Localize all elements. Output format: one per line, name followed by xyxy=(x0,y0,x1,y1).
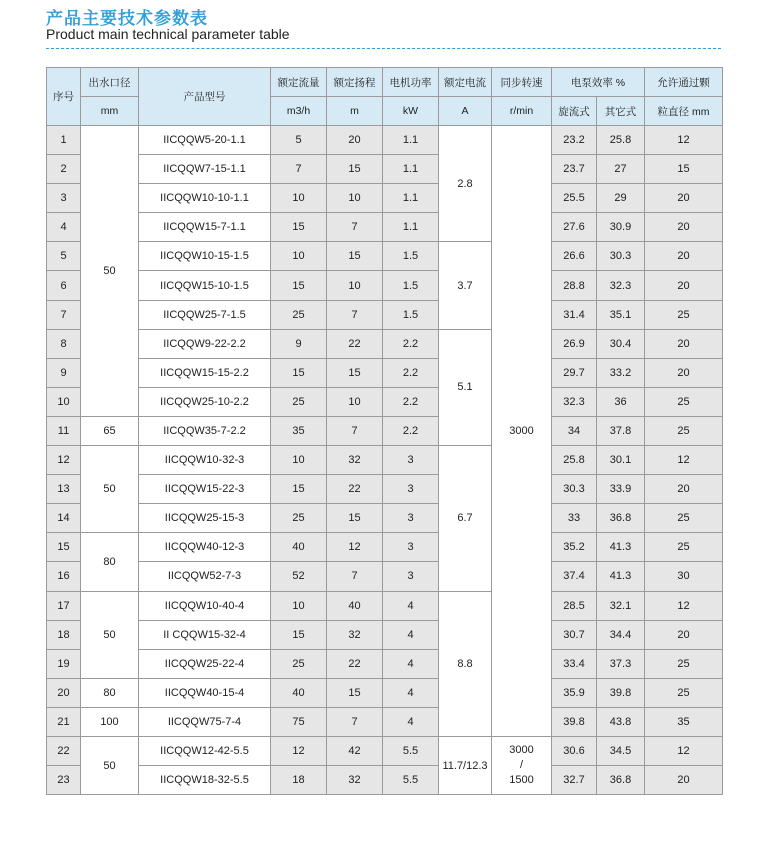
cell-eff-vortex: 29.7 xyxy=(552,358,597,387)
cell-head: 10 xyxy=(327,387,383,416)
cell-head: 40 xyxy=(327,591,383,620)
header-flow: 额定流量 xyxy=(271,68,327,97)
cell-power: 3 xyxy=(383,446,439,475)
cell-head: 15 xyxy=(327,358,383,387)
cell-model: IICQQW25-15-3 xyxy=(139,504,271,533)
cell-particle: 25 xyxy=(645,504,723,533)
cell-no: 1 xyxy=(47,126,81,155)
cell-head: 15 xyxy=(327,504,383,533)
cell-flow: 10 xyxy=(271,591,327,620)
cell-model: IICQQW10-10-1.1 xyxy=(139,184,271,213)
cell-eff-vortex: 30.3 xyxy=(552,475,597,504)
cell-head: 15 xyxy=(327,678,383,707)
header-power-unit: kW xyxy=(383,97,439,126)
table-row xyxy=(47,766,723,795)
header-particle-unit: 粒直径 mm xyxy=(645,97,723,126)
cell-speed xyxy=(492,736,552,794)
cell-eff-vortex: 34 xyxy=(552,416,597,445)
cell-no: 15 xyxy=(47,533,81,562)
cell-power: 4 xyxy=(383,591,439,620)
cell-eff-vortex: 33 xyxy=(552,504,597,533)
cell-model: IICQQW25-22-4 xyxy=(139,649,271,678)
cell-eff-vortex: 32.3 xyxy=(552,387,597,416)
cell-model: IICQQW75-7-4 xyxy=(139,707,271,736)
cell-model: IICQQW52-7-3 xyxy=(139,562,271,591)
cell-outlet: 65 xyxy=(81,416,139,445)
cell-flow: 15 xyxy=(271,358,327,387)
cell-eff-other: 33.9 xyxy=(597,475,645,504)
cell-particle: 25 xyxy=(645,649,723,678)
cell-power: 3 xyxy=(383,533,439,562)
cell-particle: 25 xyxy=(645,387,723,416)
cell-flow: 25 xyxy=(271,504,327,533)
cell-current: 11.7/12.3 xyxy=(439,736,492,794)
cell-model: IICQQW15-10-1.5 xyxy=(139,271,271,300)
cell-head: 32 xyxy=(327,766,383,795)
cell-particle: 25 xyxy=(645,678,723,707)
cell-eff-vortex: 31.4 xyxy=(552,300,597,329)
cell-flow: 15 xyxy=(271,475,327,504)
cell-head: 7 xyxy=(327,707,383,736)
cell-eff-vortex: 35.9 xyxy=(552,678,597,707)
cell-eff-vortex: 25.5 xyxy=(552,184,597,213)
cell-model: IICQQW12-42-5.5 xyxy=(139,736,271,765)
table-row xyxy=(47,707,723,736)
cell-no: 2 xyxy=(47,155,81,184)
cell-particle: 12 xyxy=(645,126,723,155)
cell-power: 4 xyxy=(383,678,439,707)
cell-no: 16 xyxy=(47,562,81,591)
cell-model: IICQQW15-22-3 xyxy=(139,475,271,504)
cell-particle: 25 xyxy=(645,300,723,329)
table-row xyxy=(47,184,723,213)
cell-eff-other: 43.8 xyxy=(597,707,645,736)
cell-eff-other: 37.8 xyxy=(597,416,645,445)
cell-flow: 10 xyxy=(271,242,327,271)
header-particle: 允许通过颗 xyxy=(645,68,723,97)
cell-power: 1.5 xyxy=(383,271,439,300)
cell-outlet: 50 xyxy=(81,736,139,794)
table-row xyxy=(47,736,723,765)
cell-head: 22 xyxy=(327,329,383,358)
cell-model: IICQQW18-32-5.5 xyxy=(139,766,271,795)
speed-line: / xyxy=(519,759,524,772)
cell-eff-other: 30.4 xyxy=(597,329,645,358)
cell-flow: 35 xyxy=(271,416,327,445)
cell-eff-other: 34.4 xyxy=(597,620,645,649)
cell-flow: 40 xyxy=(271,533,327,562)
cell-particle: 20 xyxy=(645,620,723,649)
cell-particle: 12 xyxy=(645,591,723,620)
cell-flow: 25 xyxy=(271,300,327,329)
cell-eff-vortex: 28.5 xyxy=(552,591,597,620)
table-row xyxy=(47,446,723,475)
cell-no: 17 xyxy=(47,591,81,620)
header-outlet-unit: mm xyxy=(81,97,139,126)
cell-head: 7 xyxy=(327,416,383,445)
cell-eff-other: 36.8 xyxy=(597,766,645,795)
cell-power: 3 xyxy=(383,475,439,504)
cell-eff-vortex: 39.8 xyxy=(552,707,597,736)
cell-flow: 52 xyxy=(271,562,327,591)
cell-current: 8.8 xyxy=(439,591,492,736)
cell-eff-other: 41.3 xyxy=(597,562,645,591)
cell-particle: 12 xyxy=(645,446,723,475)
cell-particle: 15 xyxy=(645,155,723,184)
cell-eff-other: 30.9 xyxy=(597,213,645,242)
title-divider xyxy=(46,48,721,49)
header-no: 序号 xyxy=(47,68,81,126)
cell-head: 15 xyxy=(327,155,383,184)
header-speed-unit: r/min xyxy=(492,97,552,126)
cell-eff-vortex: 33.4 xyxy=(552,649,597,678)
cell-eff-vortex: 23.2 xyxy=(552,126,597,155)
cell-no: 21 xyxy=(47,707,81,736)
cell-no: 20 xyxy=(47,678,81,707)
cell-current: 6.7 xyxy=(439,446,492,591)
cell-head: 22 xyxy=(327,649,383,678)
cell-eff-other: 34.5 xyxy=(597,736,645,765)
header-speed: 同步转速 xyxy=(492,68,552,97)
cell-power: 1.5 xyxy=(383,300,439,329)
cell-particle: 35 xyxy=(645,707,723,736)
cell-flow: 12 xyxy=(271,736,327,765)
cell-outlet: 80 xyxy=(81,678,139,707)
title-english: Product main technical parameter table xyxy=(46,26,290,42)
cell-eff-other: 33.2 xyxy=(597,358,645,387)
cell-no: 9 xyxy=(47,358,81,387)
cell-power: 1.1 xyxy=(383,184,439,213)
header-power: 电机功率 xyxy=(383,68,439,97)
cell-model: IICQQW10-40-4 xyxy=(139,591,271,620)
cell-particle: 20 xyxy=(645,271,723,300)
cell-no: 3 xyxy=(47,184,81,213)
cell-eff-other: 29 xyxy=(597,184,645,213)
cell-head: 10 xyxy=(327,184,383,213)
cell-flow: 40 xyxy=(271,678,327,707)
table-row xyxy=(47,213,723,242)
cell-model: IICQQW25-7-1.5 xyxy=(139,300,271,329)
cell-model: II CQQW15-32-4 xyxy=(139,620,271,649)
header-head: 额定扬程 xyxy=(327,68,383,97)
table-row xyxy=(47,533,723,562)
cell-flow: 9 xyxy=(271,329,327,358)
table-row xyxy=(47,475,723,504)
parameter-table xyxy=(46,67,723,795)
cell-outlet: 100 xyxy=(81,707,139,736)
cell-model: IICQQW7-15-1.1 xyxy=(139,155,271,184)
cell-eff-other: 36 xyxy=(597,387,645,416)
cell-flow: 5 xyxy=(271,126,327,155)
cell-power: 1.5 xyxy=(383,242,439,271)
header-current: 额定电流 xyxy=(439,68,492,97)
table-row xyxy=(47,591,723,620)
cell-no: 12 xyxy=(47,446,81,475)
cell-head: 42 xyxy=(327,736,383,765)
cell-head: 15 xyxy=(327,242,383,271)
cell-no: 11 xyxy=(47,416,81,445)
header-efficiency: 电泵效率 % xyxy=(552,68,645,97)
cell-no: 5 xyxy=(47,242,81,271)
cell-power: 2.2 xyxy=(383,416,439,445)
cell-particle: 20 xyxy=(645,329,723,358)
cell-eff-vortex: 28.8 xyxy=(552,271,597,300)
table-header xyxy=(47,68,723,126)
cell-eff-vortex: 32.7 xyxy=(552,766,597,795)
cell-head: 20 xyxy=(327,126,383,155)
title-chinese: 产品主要技术参数表 xyxy=(46,9,208,29)
cell-particle: 30 xyxy=(645,562,723,591)
cell-outlet: 50 xyxy=(81,126,139,417)
cell-head: 7 xyxy=(327,300,383,329)
cell-eff-other: 39.8 xyxy=(597,678,645,707)
cell-eff-vortex: 30.7 xyxy=(552,620,597,649)
cell-outlet: 50 xyxy=(81,446,139,533)
cell-model: IICQQW40-12-3 xyxy=(139,533,271,562)
cell-power: 4 xyxy=(383,707,439,736)
cell-model: IICQQW25-10-2.2 xyxy=(139,387,271,416)
cell-flow: 10 xyxy=(271,446,327,475)
cell-eff-other: 30.3 xyxy=(597,242,645,271)
table-row xyxy=(47,155,723,184)
table-row xyxy=(47,329,723,358)
cell-eff-vortex: 26.9 xyxy=(552,329,597,358)
cell-model: IICQQW9-22-2.2 xyxy=(139,329,271,358)
cell-particle: 20 xyxy=(645,242,723,271)
cell-current: 3.7 xyxy=(439,242,492,329)
cell-no: 8 xyxy=(47,329,81,358)
cell-model: IICQQW15-15-2.2 xyxy=(139,358,271,387)
cell-eff-other: 30.1 xyxy=(597,446,645,475)
table-row xyxy=(47,358,723,387)
table-row xyxy=(47,387,723,416)
cell-no: 23 xyxy=(47,766,81,795)
cell-power: 1.1 xyxy=(383,155,439,184)
cell-flow: 15 xyxy=(271,213,327,242)
cell-power: 4 xyxy=(383,620,439,649)
cell-no: 18 xyxy=(47,620,81,649)
table-row xyxy=(47,620,723,649)
cell-head: 32 xyxy=(327,620,383,649)
header-eff-other: 其它式 xyxy=(597,97,645,126)
cell-model: IICQQW15-7-1.1 xyxy=(139,213,271,242)
cell-flow: 7 xyxy=(271,155,327,184)
cell-eff-other: 35.1 xyxy=(597,300,645,329)
cell-flow: 25 xyxy=(271,649,327,678)
cell-power: 2.2 xyxy=(383,387,439,416)
table-row xyxy=(47,300,723,329)
cell-head: 32 xyxy=(327,446,383,475)
cell-outlet: 50 xyxy=(81,591,139,678)
cell-particle: 20 xyxy=(645,766,723,795)
cell-head: 7 xyxy=(327,213,383,242)
cell-eff-vortex: 25.8 xyxy=(552,446,597,475)
cell-eff-other: 36.8 xyxy=(597,504,645,533)
cell-no: 19 xyxy=(47,649,81,678)
table-row xyxy=(47,416,723,445)
cell-eff-other: 27 xyxy=(597,155,645,184)
cell-eff-vortex: 30.6 xyxy=(552,736,597,765)
cell-power: 3 xyxy=(383,562,439,591)
cell-eff-other: 32.1 xyxy=(597,591,645,620)
table-row xyxy=(47,562,723,591)
cell-no: 4 xyxy=(47,213,81,242)
cell-head: 12 xyxy=(327,533,383,562)
cell-eff-vortex: 23.7 xyxy=(552,155,597,184)
cell-eff-vortex: 27.6 xyxy=(552,213,597,242)
cell-eff-vortex: 26.6 xyxy=(552,242,597,271)
header-current-unit: A xyxy=(439,97,492,126)
table-row xyxy=(47,678,723,707)
cell-no: 22 xyxy=(47,736,81,765)
cell-particle: 20 xyxy=(645,475,723,504)
table-row xyxy=(47,242,723,271)
cell-eff-vortex: 37.4 xyxy=(552,562,597,591)
cell-model: IICQQW35-7-2.2 xyxy=(139,416,271,445)
header-outlet: 出水口径 xyxy=(81,68,139,97)
table-row xyxy=(47,126,723,155)
cell-eff-other: 37.3 xyxy=(597,649,645,678)
cell-no: 14 xyxy=(47,504,81,533)
cell-head: 22 xyxy=(327,475,383,504)
cell-model: IICQQW10-15-1.5 xyxy=(139,242,271,271)
cell-current: 5.1 xyxy=(439,329,492,445)
speed-line: 3000 xyxy=(509,744,534,757)
cell-power: 2.2 xyxy=(383,329,439,358)
cell-model: IICQQW40-15-4 xyxy=(139,678,271,707)
cell-head: 10 xyxy=(327,271,383,300)
cell-no: 7 xyxy=(47,300,81,329)
cell-flow: 15 xyxy=(271,271,327,300)
cell-eff-other: 41.3 xyxy=(597,533,645,562)
cell-no: 13 xyxy=(47,475,81,504)
cell-no: 10 xyxy=(47,387,81,416)
cell-power: 2.2 xyxy=(383,358,439,387)
cell-particle: 20 xyxy=(645,213,723,242)
cell-power: 1.1 xyxy=(383,126,439,155)
cell-flow: 15 xyxy=(271,620,327,649)
cell-particle: 20 xyxy=(645,358,723,387)
speed-line: 1500 xyxy=(509,774,534,787)
header-eff-vortex: 旋流式 xyxy=(552,97,597,126)
cell-power: 5.5 xyxy=(383,766,439,795)
table-row xyxy=(47,271,723,300)
cell-flow: 25 xyxy=(271,387,327,416)
header-flow-unit: m3/h xyxy=(271,97,327,126)
cell-particle: 12 xyxy=(645,736,723,765)
cell-particle: 20 xyxy=(645,184,723,213)
cell-flow: 18 xyxy=(271,766,327,795)
cell-power: 1.1 xyxy=(383,213,439,242)
table-row xyxy=(47,504,723,533)
table-body xyxy=(47,126,723,795)
cell-power: 5.5 xyxy=(383,736,439,765)
cell-head: 7 xyxy=(327,562,383,591)
cell-speed: 3000 xyxy=(492,126,552,737)
cell-eff-other: 25.8 xyxy=(597,126,645,155)
cell-particle: 25 xyxy=(645,416,723,445)
cell-model: IICQQW5-20-1.1 xyxy=(139,126,271,155)
cell-power: 4 xyxy=(383,649,439,678)
cell-eff-other: 32.3 xyxy=(597,271,645,300)
cell-flow: 75 xyxy=(271,707,327,736)
header-head-unit: m xyxy=(327,97,383,126)
cell-outlet: 80 xyxy=(81,533,139,591)
cell-current: 2.8 xyxy=(439,126,492,242)
header-model: 产品型号 xyxy=(139,68,271,126)
cell-flow: 10 xyxy=(271,184,327,213)
cell-particle: 25 xyxy=(645,533,723,562)
cell-eff-vortex: 35.2 xyxy=(552,533,597,562)
cell-model: IICQQW10-32-3 xyxy=(139,446,271,475)
table-row xyxy=(47,649,723,678)
cell-no: 6 xyxy=(47,271,81,300)
cell-power: 3 xyxy=(383,504,439,533)
